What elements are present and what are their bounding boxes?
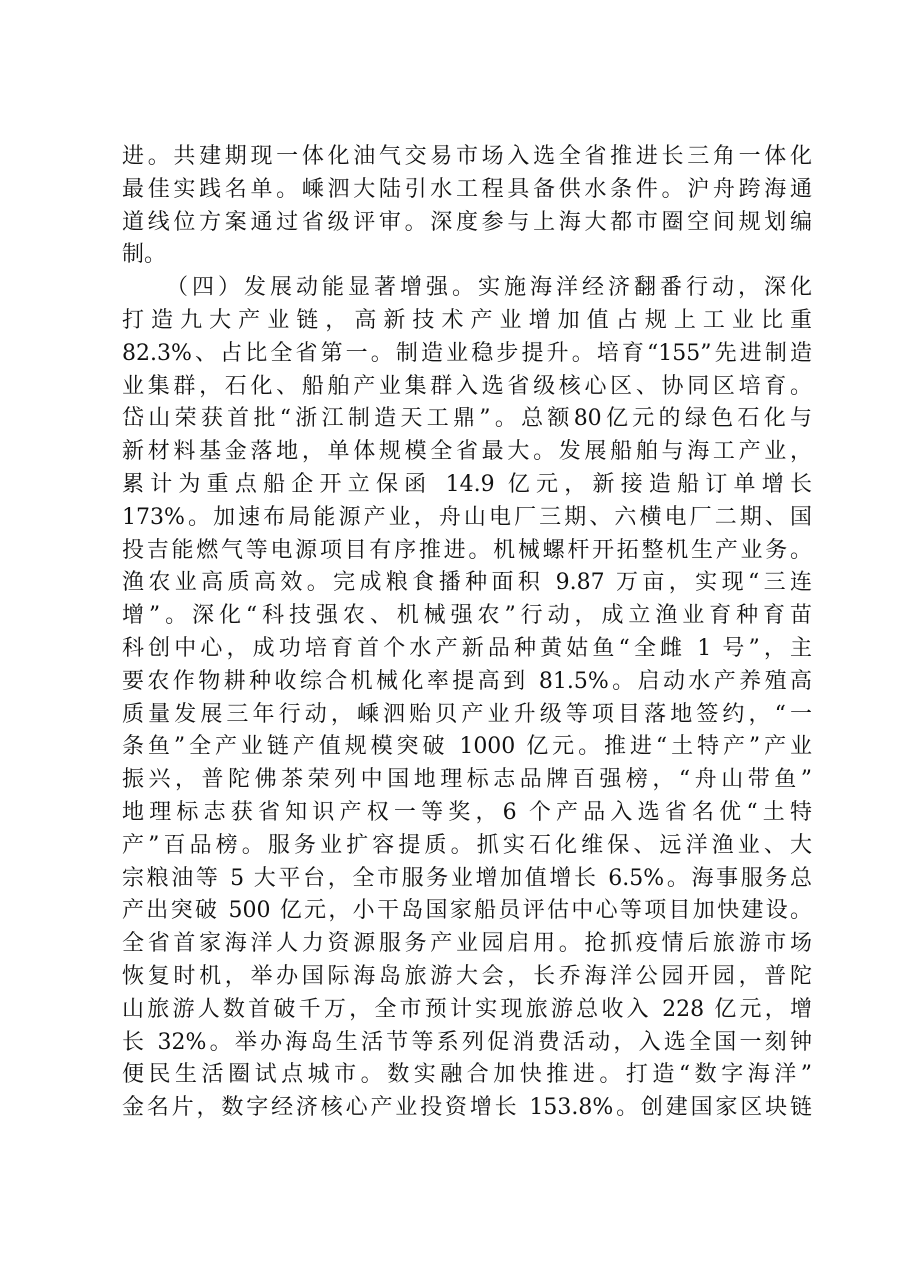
body-text [122, 141, 812, 1125]
text-line: 82.3%、占比全省第一。制造业稳步提升。培育“155”先进制造 [122, 340, 812, 366]
text-line: 要农作物耕种收综合机械化率提高到 81.5%。启动水产养殖高 [122, 668, 812, 694]
text-line: 制。 [122, 242, 167, 268]
text-line: 投吉能燃气等电源项目有序推进。机械螺杆开拓整机生产业务。 [122, 537, 812, 563]
text-line: 恢复时机，举办国际海岛旅游大会，长乔海洋公园开园，普陀 [122, 963, 812, 989]
text-line: 便民生活圈试点城市。数实融合加快推进。打造“数字海洋” [122, 1062, 812, 1088]
text-line: 条鱼”全产业链产值规模突破 1000 亿元。推进“土特产”产业 [122, 734, 812, 760]
text-line: 业集群，石化、船舶产业集群入选省级核心区、协同区培育。 [122, 373, 812, 399]
text-line: 宗粮油等 5 大平台，全市服务业增加值增长 6.5%。海事服务总 [122, 865, 812, 891]
section-heading-line: （四）发展动能显著增强。实施海洋经济翻番行动，深化 [166, 275, 812, 301]
text-line: 173%。加速布局能源产业，舟山电厂三期、六横电厂二期、国 [122, 504, 812, 530]
text-line: 全省首家海洋人力资源服务产业园启用。抢抓疫情后旅游市场 [122, 931, 812, 957]
text-line: 长 32%。举办海岛生活节等系列促消费活动，入选全国一刻钟 [122, 1029, 812, 1055]
text-line: 增”。深化“科技强农、机械强农”行动，成立渔业育种育苗 [122, 603, 812, 629]
text-line: 道线位方案通过省级评审。深度参与上海大都市圈空间规划编 [122, 209, 812, 235]
text-line: 打造九大产业链，高新技术产业增加值占规上工业比重 [122, 307, 812, 333]
text-line: 振兴，普陀佛茶荣列中国地理标志品牌百强榜，“舟山带鱼” [122, 767, 812, 793]
text-line: 质量发展三年行动，嵊泗贻贝产业升级等项目落地签约，“一 [122, 701, 812, 727]
text-line: 产出突破 500 亿元，小干岛国家船员评估中心等项目加快建设。 [122, 898, 812, 924]
text-line: 新材料基金落地，单体规模全省最大。发展船舶与海工产业， [122, 439, 812, 465]
text-line: 最佳实践名单。嵊泗大陆引水工程具备供水条件。沪舟跨海通 [122, 176, 812, 202]
text-line: 产”百品榜。服务业扩容提质。抓实石化维保、远洋渔业、大 [122, 832, 812, 858]
text-line: 科创中心，成功培育首个水产新品种黄姑鱼“全雌 1 号”，主 [122, 635, 812, 661]
text-line: 山旅游人数首破千万，全市预计实现旅游总收入 228 亿元，增 [122, 996, 812, 1022]
text-line: 金名片，数字经济核心产业投资增长 153.8%。创建国家区块链 [122, 1095, 812, 1121]
text-line: 渔农业高质高效。完成粮食播种面积 9.87 万亩，实现“三连 [122, 570, 812, 596]
text-line: 进。共建期现一体化油气交易市场入选全省推进长三角一体化 [122, 144, 812, 169]
text-line: 累计为重点船企开立保函 14.9 亿元，新接造船订单增长 [122, 471, 812, 497]
text-line: 岱山荣获首批“浙江制造天工鼎”。总额80亿元的绿色石化与 [122, 406, 812, 432]
text-line: 地理标志获省知识产权一等奖，6 个产品入选省名优“土特 [122, 799, 812, 825]
